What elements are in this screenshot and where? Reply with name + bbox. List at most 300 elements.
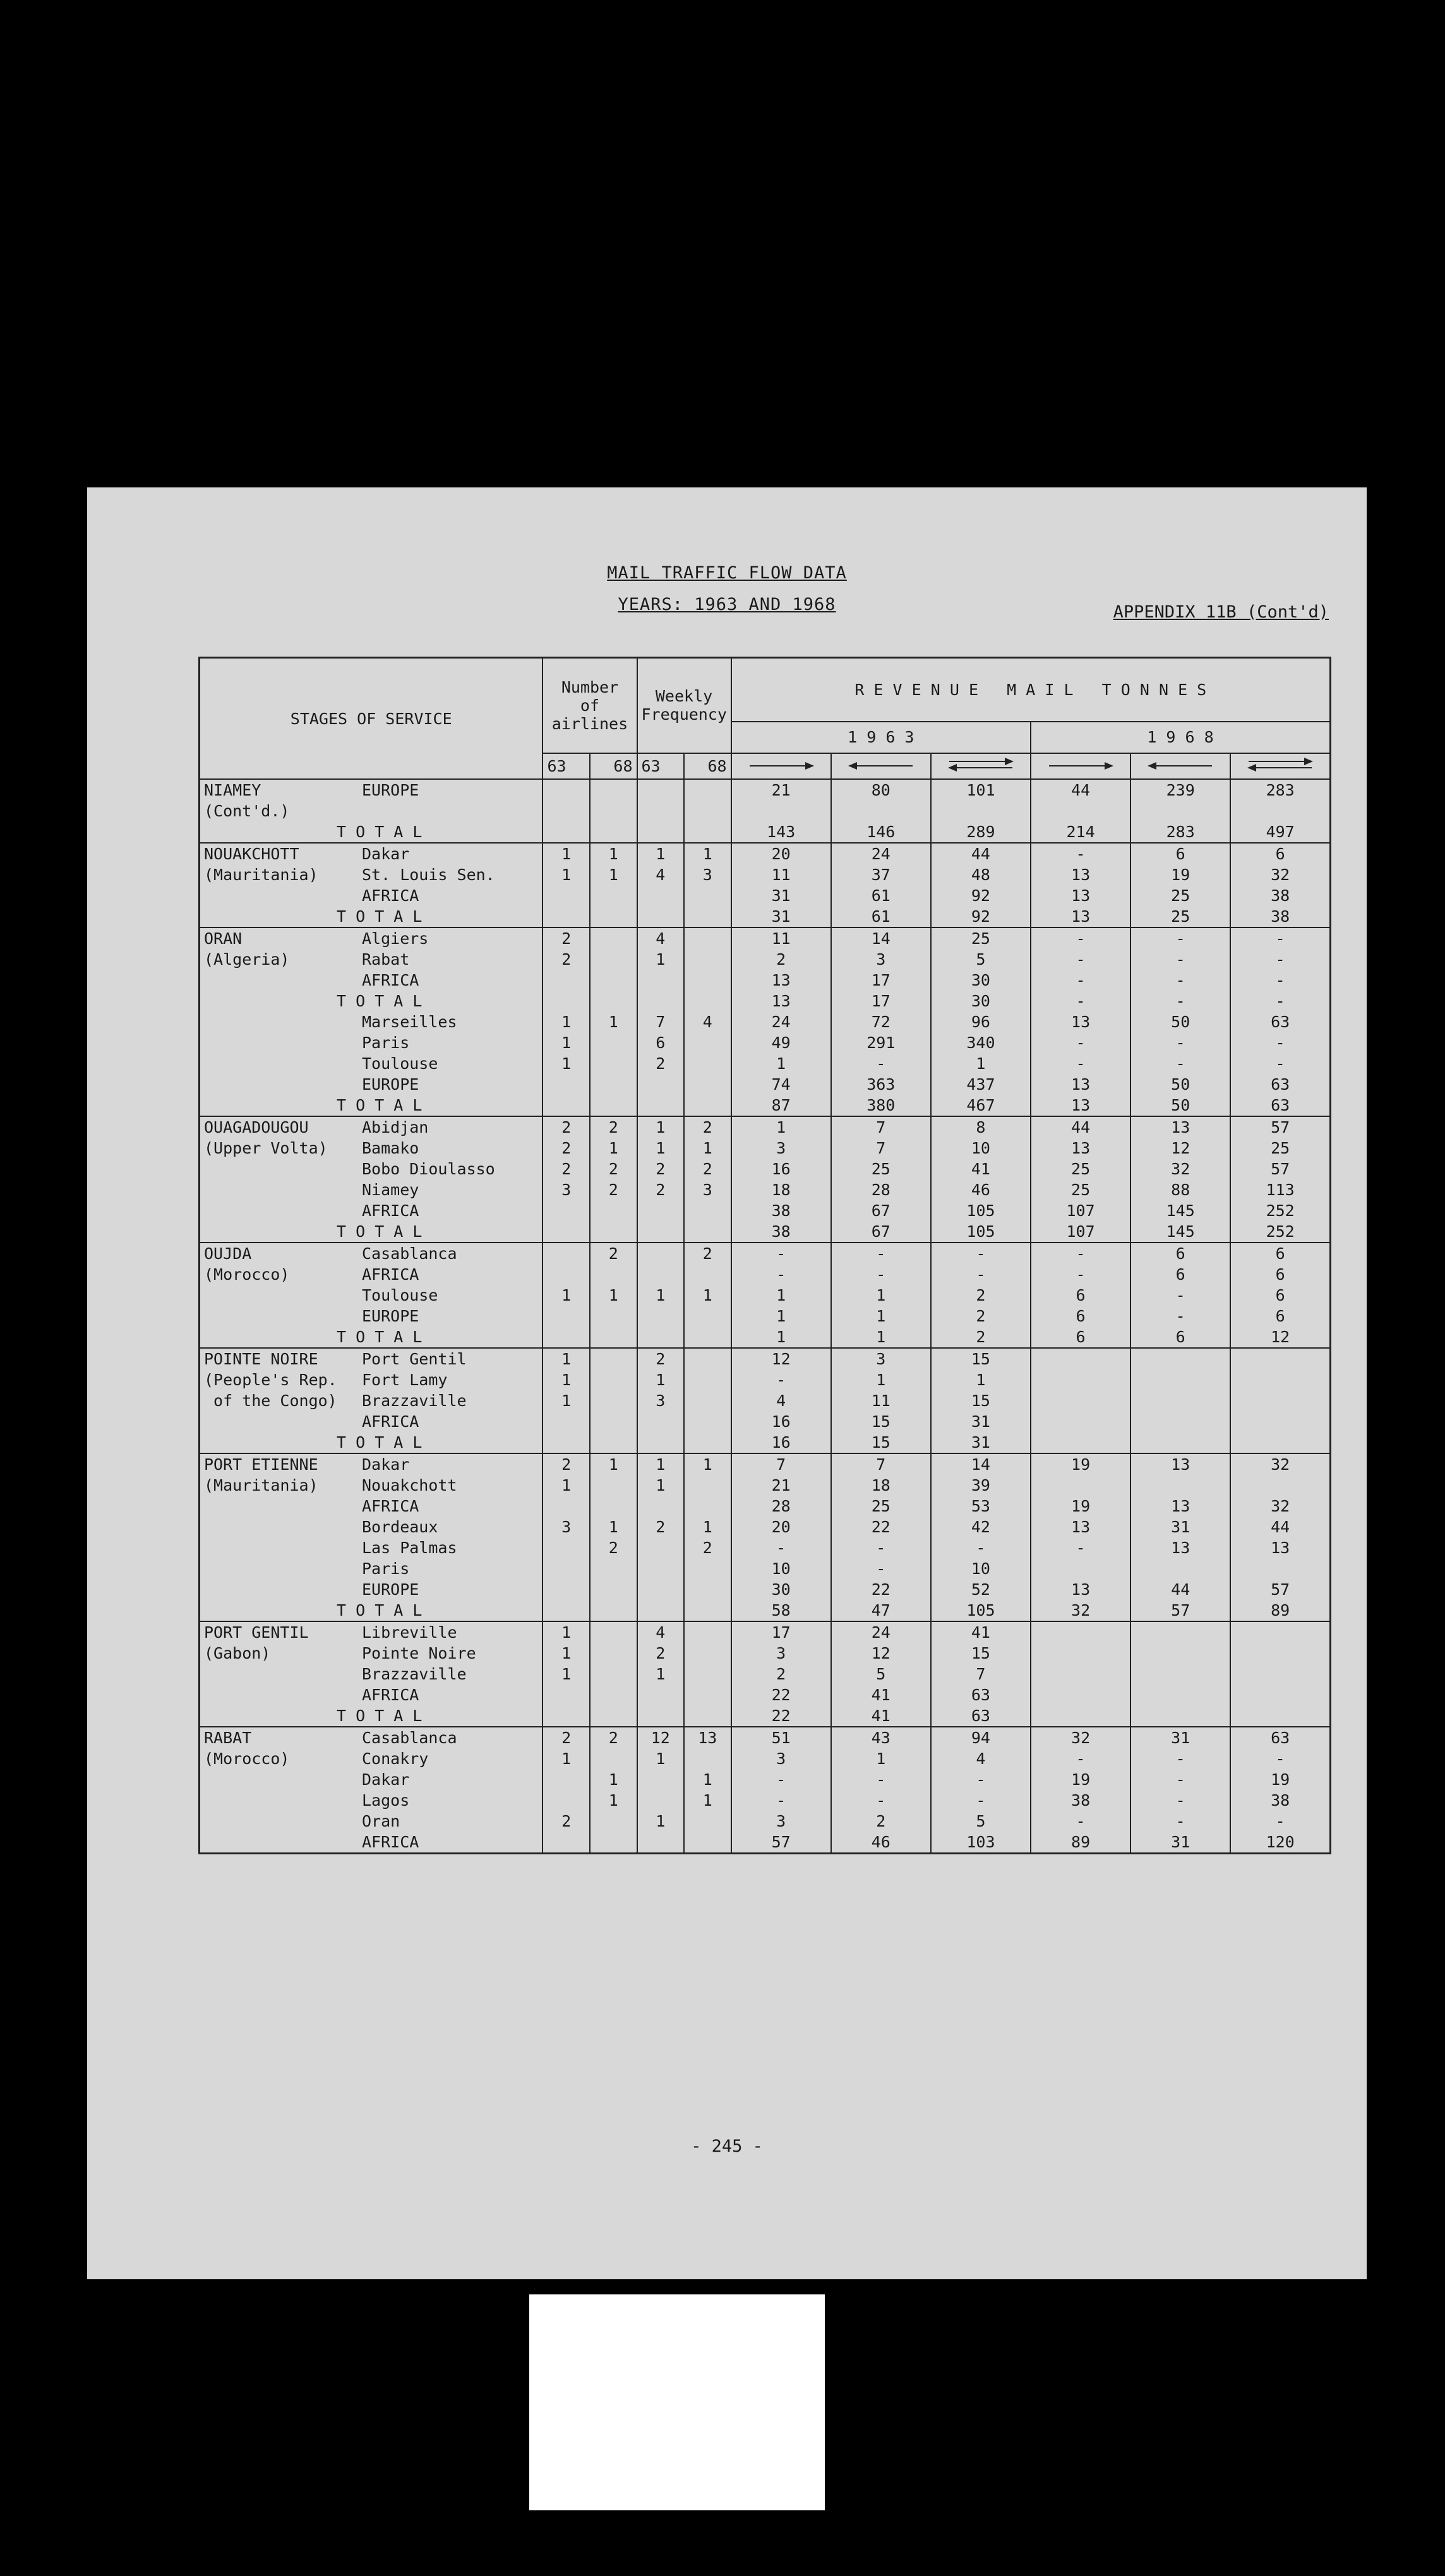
tonnes-cell: 12	[731, 1348, 831, 1369]
tonnes-cell: 16	[731, 1432, 831, 1453]
destination-name: EUROPE	[362, 1307, 419, 1325]
tonnes-cell: 3	[731, 1643, 831, 1664]
airlines-68-cell	[590, 801, 637, 821]
frequency-68-cell: 3	[684, 1179, 731, 1200]
tonnes-cell: 15	[931, 1390, 1031, 1411]
tonnes-cell	[1230, 1390, 1330, 1411]
tonnes-cell: -	[1031, 843, 1130, 864]
tonnes-cell: 28	[731, 1496, 831, 1517]
tonnes-cell: 88	[1130, 1179, 1230, 1200]
table-row	[200, 1011, 1331, 1032]
document-page	[87, 487, 1367, 2279]
frequency-63-cell	[637, 821, 685, 843]
right-arrow-icon	[750, 760, 813, 772]
airlines-68-cell	[590, 1432, 637, 1453]
tonnes-cell: 11	[731, 864, 831, 885]
tonnes-cell: 2	[931, 1327, 1031, 1348]
tonnes-cell: -	[1031, 1537, 1130, 1558]
frequency-63-cell	[637, 1221, 685, 1243]
airlines-63-cell	[543, 1558, 590, 1579]
tonnes-cell: -	[931, 1769, 1031, 1790]
tonnes-cell: 48	[931, 864, 1031, 885]
tonnes-cell: 11	[731, 927, 831, 949]
tonnes-cell: -	[831, 1264, 931, 1285]
tonnes-cell	[831, 801, 931, 821]
frequency-63-cell: 1	[637, 1453, 685, 1475]
table-row	[200, 1200, 1331, 1221]
tonnes-cell: 291	[831, 1032, 931, 1053]
tonnes-cell: 1	[831, 1748, 931, 1769]
tonnes-cell	[1130, 1348, 1230, 1369]
tonnes-cell	[1031, 1390, 1130, 1411]
tonnes-cell: 12	[1130, 1138, 1230, 1159]
table-row	[200, 970, 1331, 991]
tonnes-cell: -	[1031, 1811, 1130, 1832]
tonnes-cell: 6	[1130, 1264, 1230, 1285]
tonnes-cell: -	[731, 1264, 831, 1285]
stage-cell	[200, 1748, 543, 1769]
tonnes-cell: 44	[1130, 1579, 1230, 1600]
airlines-63-cell	[543, 906, 590, 927]
tonnes-cell	[1130, 1432, 1230, 1453]
airlines-63-cell: 1	[543, 1475, 590, 1496]
stage-name: (Algeria)	[204, 950, 290, 969]
airlines-68-cell	[590, 927, 637, 949]
stage-cell	[200, 1537, 543, 1558]
tonnes-cell: 38	[731, 1200, 831, 1221]
table-row	[200, 1453, 1331, 1475]
both-arrow-icon	[949, 758, 1012, 772]
both-arrow-icon	[1249, 758, 1312, 772]
tonnes-cell: 21	[731, 779, 831, 801]
stage-name: PORT ETIENNE	[204, 1455, 318, 1474]
frequency-68-cell: 2	[684, 1116, 731, 1138]
tonnes-cell: -	[1130, 1748, 1230, 1769]
frequency-68-cell	[684, 885, 731, 906]
destination-name: AFRICA	[362, 1686, 419, 1704]
tonnes-cell: 380	[831, 1095, 931, 1116]
frequency-63-cell: 2	[637, 1179, 685, 1200]
stage-cell	[200, 1453, 543, 1475]
tonnes-cell: 13	[731, 991, 831, 1011]
tonnes-cell: -	[1230, 1811, 1330, 1832]
table-row	[200, 1095, 1331, 1116]
stage-cell	[200, 1306, 543, 1327]
airlines-63-cell	[543, 1537, 590, 1558]
stage-cell	[200, 1790, 543, 1811]
frequency-68-cell	[684, 1074, 731, 1095]
airlines-68-cell	[590, 1074, 637, 1095]
tonnes-cell: 14	[931, 1453, 1031, 1475]
white-card	[529, 2294, 825, 2510]
mail-traffic-table	[198, 657, 1331, 1854]
tonnes-cell: -	[1031, 991, 1130, 1011]
frequency-63-cell	[637, 970, 685, 991]
tonnes-cell: 13	[1031, 1579, 1130, 1600]
tonnes-cell: 4	[731, 1390, 831, 1411]
airlines-68-cell	[590, 991, 637, 1011]
tonnes-cell: 19	[1031, 1453, 1130, 1475]
frequency-68-cell	[684, 1705, 731, 1727]
stage-name: (Morocco)	[204, 1265, 290, 1284]
frequency-68-cell	[684, 1621, 731, 1643]
stage-cell	[200, 1579, 543, 1600]
stage-cell	[200, 1496, 543, 1517]
stage-cell	[200, 949, 543, 970]
table-row	[200, 1727, 1331, 1748]
airlines-63-cell: 1	[543, 1053, 590, 1074]
frequency-63-cell: 1	[637, 1748, 685, 1769]
tonnes-cell: 145	[1130, 1200, 1230, 1221]
tonnes-cell: 37	[831, 864, 931, 885]
frequency-63-cell: 1	[637, 1475, 685, 1496]
tonnes-cell: 10	[731, 1558, 831, 1579]
tonnes-cell: 57	[1130, 1600, 1230, 1621]
tonnes-cell: 6	[1230, 1306, 1330, 1327]
tonnes-cell: 63	[931, 1705, 1031, 1727]
frequency-63-cell	[637, 906, 685, 927]
tonnes-cell: -	[1230, 1032, 1330, 1053]
stage-cell	[200, 1348, 543, 1369]
airlines-68-cell	[590, 949, 637, 970]
stage-cell	[200, 1369, 543, 1390]
frequency-68-cell	[684, 1369, 731, 1390]
airlines-68-cell: 2	[590, 1243, 637, 1264]
tonnes-cell: 58	[731, 1600, 831, 1621]
tonnes-cell: 80	[831, 779, 931, 801]
tonnes-cell: 25	[1230, 1138, 1330, 1159]
frequency-68-cell: 1	[684, 1285, 731, 1306]
tonnes-cell	[1130, 1643, 1230, 1664]
frequency-63-cell: 12	[637, 1727, 685, 1748]
tonnes-cell: 1	[731, 1053, 831, 1074]
airlines-63-cell	[543, 991, 590, 1011]
destination-name: Port Gentil	[362, 1350, 467, 1368]
airlines-68-cell	[590, 1558, 637, 1579]
tonnes-cell	[1130, 1705, 1230, 1727]
table-row	[200, 927, 1331, 949]
tonnes-cell	[1130, 1390, 1230, 1411]
airlines-68-cell	[590, 1811, 637, 1832]
airlines-63-cell	[543, 1705, 590, 1727]
destination-name: Libreville	[362, 1623, 457, 1642]
destination-name: Bobo Dioulasso	[362, 1160, 495, 1178]
frequency-63-cell	[637, 801, 685, 821]
tonnes-cell: 32	[1230, 1496, 1330, 1517]
airlines-63-cell: 1	[543, 1285, 590, 1306]
tonnes-cell: -	[731, 1369, 831, 1390]
airlines-63-cell: 2	[543, 1811, 590, 1832]
airlines-68-cell	[590, 1411, 637, 1432]
airlines-68-cell: 2	[590, 1537, 637, 1558]
tonnes-cell: 1	[931, 1369, 1031, 1390]
tonnes-cell: 18	[831, 1475, 931, 1496]
stage-cell	[200, 779, 543, 801]
tonnes-cell: 2	[931, 1285, 1031, 1306]
frequency-63-cell: 1	[637, 1811, 685, 1832]
tonnes-cell: 5	[931, 1811, 1031, 1832]
destination-name: Casablanca	[362, 1244, 457, 1263]
destination-name: EUROPE	[362, 1075, 419, 1094]
tonnes-cell: 67	[831, 1200, 931, 1221]
tonnes-cell: 7	[931, 1664, 1031, 1685]
stage-cell	[200, 885, 543, 906]
tonnes-cell: 13	[1031, 1517, 1130, 1537]
tonnes-cell: 19	[1130, 864, 1230, 885]
airlines-68-cell	[590, 821, 637, 843]
tonnes-cell: 96	[931, 1011, 1031, 1032]
airlines-68-cell	[590, 1496, 637, 1517]
tonnes-cell: 52	[931, 1579, 1031, 1600]
destination-name: Abidjan	[362, 1118, 429, 1136]
frequency-63-cell	[637, 1705, 685, 1727]
tonnes-cell: 31	[731, 885, 831, 906]
destination-name: T O T A L	[337, 823, 423, 841]
tonnes-cell: 21	[731, 1475, 831, 1496]
table-row	[200, 1285, 1331, 1306]
tonnes-cell	[1230, 1369, 1330, 1390]
frequency-68-cell	[684, 1496, 731, 1517]
table-row	[200, 1390, 1331, 1411]
airlines-63-cell	[543, 1411, 590, 1432]
tonnes-cell: -	[731, 1790, 831, 1811]
airlines-68-cell: 1	[590, 1790, 637, 1811]
stage-cell	[200, 843, 543, 864]
tonnes-cell: 1	[731, 1306, 831, 1327]
tonnes-cell: 30	[931, 991, 1031, 1011]
frequency-63-cell	[637, 1579, 685, 1600]
tonnes-cell: 38	[1230, 906, 1330, 927]
frequency-63-cell	[637, 1496, 685, 1517]
stage-cell	[200, 801, 543, 821]
tonnes-cell: -	[1130, 1285, 1230, 1306]
tonnes-cell	[1130, 1621, 1230, 1643]
destination-name: T O T A L	[337, 1096, 423, 1114]
destination-name: EUROPE	[362, 1580, 419, 1599]
tonnes-cell: 7	[831, 1138, 931, 1159]
stage-cell	[200, 991, 543, 1011]
table-row	[200, 864, 1331, 885]
frequency-68-cell	[684, 1411, 731, 1432]
stage-cell	[200, 1411, 543, 1432]
tonnes-cell: 145	[1130, 1221, 1230, 1243]
tonnes-cell: 289	[931, 821, 1031, 843]
frequency-68-cell	[684, 1200, 731, 1221]
tonnes-cell: 31	[1130, 1517, 1230, 1537]
tonnes-cell: 6	[1230, 843, 1330, 864]
tonnes-cell: 19	[1031, 1496, 1130, 1517]
tonnes-cell: 38	[1031, 1790, 1130, 1811]
stage-cell	[200, 1664, 543, 1685]
tonnes-cell: 10	[931, 1138, 1031, 1159]
stage-name: ORAN	[204, 929, 243, 948]
tonnes-cell	[1031, 1475, 1130, 1496]
airlines-68-cell: 1	[590, 1769, 637, 1790]
stage-name: NOUAKCHOTT	[204, 845, 299, 863]
tonnes-cell: 6	[1130, 843, 1230, 864]
destination-name: Oran	[362, 1812, 400, 1830]
frequency-63-cell	[637, 1832, 685, 1854]
tonnes-cell: -	[1130, 1032, 1230, 1053]
airlines-68-cell: 1	[590, 1011, 637, 1032]
tonnes-cell	[1031, 1643, 1130, 1664]
tonnes-cell: 24	[831, 843, 931, 864]
tonnes-cell: 120	[1230, 1832, 1330, 1854]
tonnes-cell: -	[1230, 927, 1330, 949]
airlines-68-cell: 1	[590, 1285, 637, 1306]
tonnes-cell: 44	[1031, 1116, 1130, 1138]
tonnes-cell: 61	[831, 885, 931, 906]
tonnes-cell: 13	[1230, 1537, 1330, 1558]
table-row	[200, 1664, 1331, 1685]
table-row	[200, 1053, 1331, 1074]
frequency-68-cell	[684, 1811, 731, 1832]
frequency-68-cell	[684, 1475, 731, 1496]
tonnes-cell: 1	[731, 1116, 831, 1138]
frequency-68-cell	[684, 949, 731, 970]
tonnes-cell	[1031, 1621, 1130, 1643]
tonnes-cell: 6	[1031, 1327, 1130, 1348]
destination-name: T O T A L	[337, 1601, 423, 1619]
tonnes-cell	[1130, 1411, 1230, 1432]
destination-name: Algiers	[362, 929, 429, 948]
tonnes-cell: 340	[931, 1032, 1031, 1053]
stage-cell	[200, 1832, 543, 1854]
tonnes-cell: 2	[831, 1811, 931, 1832]
table-row	[200, 1769, 1331, 1790]
frequency-68-cell: 1	[684, 1453, 731, 1475]
airlines-63-cell: 3	[543, 1517, 590, 1537]
tonnes-cell	[1031, 1685, 1130, 1705]
tonnes-cell: 1	[731, 1285, 831, 1306]
tonnes-cell	[1031, 1348, 1130, 1369]
tonnes-cell: 239	[1130, 779, 1230, 801]
tonnes-cell: -	[1130, 1306, 1230, 1327]
frequency-63-cell: 6	[637, 1032, 685, 1053]
frequency-68-cell	[684, 906, 731, 927]
airlines-63-cell: 2	[543, 1453, 590, 1475]
tonnes-cell: -	[1031, 1748, 1130, 1769]
frequency-63-cell	[637, 1264, 685, 1285]
frequency-68-cell	[684, 1579, 731, 1600]
stage-cell	[200, 1200, 543, 1221]
document-title: MAIL TRAFFIC FLOW DATA	[607, 563, 847, 583]
tonnes-cell: -	[1031, 949, 1130, 970]
frequency-63-cell	[637, 991, 685, 1011]
tonnes-cell: 12	[831, 1643, 931, 1664]
destination-name: AFRICA	[362, 1202, 419, 1220]
tonnes-cell: 7	[831, 1453, 931, 1475]
tonnes-cell: 20	[731, 843, 831, 864]
tonnes-cell: 467	[931, 1095, 1031, 1116]
airlines-63-cell	[543, 1832, 590, 1854]
tonnes-cell: 63	[1230, 1727, 1330, 1748]
tonnes-cell: -	[831, 1558, 931, 1579]
frequency-63-cell: 3	[637, 1390, 685, 1411]
frequency-68-cell	[684, 1053, 731, 1074]
tonnes-cell: 6	[1130, 1327, 1230, 1348]
tonnes-cell: 19	[1230, 1769, 1330, 1790]
airlines-63-cell	[543, 885, 590, 906]
frequency-68-cell	[684, 801, 731, 821]
tonnes-cell: -	[1031, 1053, 1130, 1074]
tonnes-cell: 46	[831, 1832, 931, 1854]
document-years: YEARS: 1963 AND 1968	[618, 595, 836, 614]
tonnes-cell: 12	[1230, 1327, 1330, 1348]
destination-name: AFRICA	[362, 1497, 419, 1515]
stage-name: NIAMEY	[204, 781, 261, 799]
table-row	[200, 821, 1331, 843]
stage-cell	[200, 970, 543, 991]
stage-cell	[200, 1390, 543, 1411]
frequency-68-cell	[684, 1348, 731, 1369]
frequency-68-cell: 2	[684, 1243, 731, 1264]
tonnes-cell: 13	[1130, 1453, 1230, 1475]
tonnes-cell: 10	[931, 1558, 1031, 1579]
airlines-63-cell	[543, 1769, 590, 1790]
airlines-63-cell	[543, 970, 590, 991]
frequency-68-cell	[684, 779, 731, 801]
frequency-68-cell	[684, 970, 731, 991]
tonnes-cell: 363	[831, 1074, 931, 1095]
airlines-68-cell	[590, 1748, 637, 1769]
tonnes-cell: -	[1130, 1811, 1230, 1832]
left-arrow-icon	[1149, 760, 1212, 772]
tonnes-cell: 31	[1130, 1832, 1230, 1854]
frequency-header: Weekly Frequency	[637, 658, 731, 753]
frequency-63-cell	[637, 1095, 685, 1116]
stage-cell	[200, 1221, 543, 1243]
frequency-68-cell: 4	[684, 1011, 731, 1032]
stage-name: OUAGADOUGOU	[204, 1118, 309, 1136]
tonnes-cell: 14	[831, 927, 931, 949]
tonnes-cell: -	[1230, 991, 1330, 1011]
tonnes-cell: 437	[931, 1074, 1031, 1095]
tonnes-cell: 13	[731, 970, 831, 991]
table-row	[200, 1558, 1331, 1579]
tonnes-cell: -	[1130, 970, 1230, 991]
tonnes-cell: 22	[731, 1685, 831, 1705]
stage-cell	[200, 1621, 543, 1643]
tonnes-cell: 283	[1230, 779, 1330, 801]
tonnes-cell: 24	[831, 1621, 931, 1643]
frequency-68-cell	[684, 1748, 731, 1769]
tonnes-cell: 103	[931, 1832, 1031, 1854]
stage-cell	[200, 906, 543, 927]
destination-name: Paris	[362, 1559, 410, 1578]
tonnes-cell: -	[1130, 1790, 1230, 1811]
tonnes-cell: 3	[831, 1348, 931, 1369]
table-row	[200, 885, 1331, 906]
frequency-68-cell: 2	[684, 1159, 731, 1179]
destination-name: T O T A L	[337, 1328, 423, 1346]
airlines-63-cell: 2	[543, 1116, 590, 1138]
tonnes-cell	[1031, 1432, 1130, 1453]
airlines-68-cell	[590, 1475, 637, 1496]
stage-cell	[200, 1116, 543, 1138]
tonnes-cell: 74	[731, 1074, 831, 1095]
table-row	[200, 991, 1331, 1011]
table-row	[200, 1517, 1331, 1537]
tonnes-cell: 1	[931, 1053, 1031, 1074]
frequency-68-cell	[684, 1432, 731, 1453]
table-row	[200, 1579, 1331, 1600]
stage-cell	[200, 1727, 543, 1748]
stage-name: (Upper Volta)	[204, 1139, 328, 1157]
tonnes-cell: 31	[931, 1411, 1031, 1432]
tonnes-cell: 32	[1130, 1159, 1230, 1179]
destination-name: Conakry	[362, 1750, 429, 1768]
